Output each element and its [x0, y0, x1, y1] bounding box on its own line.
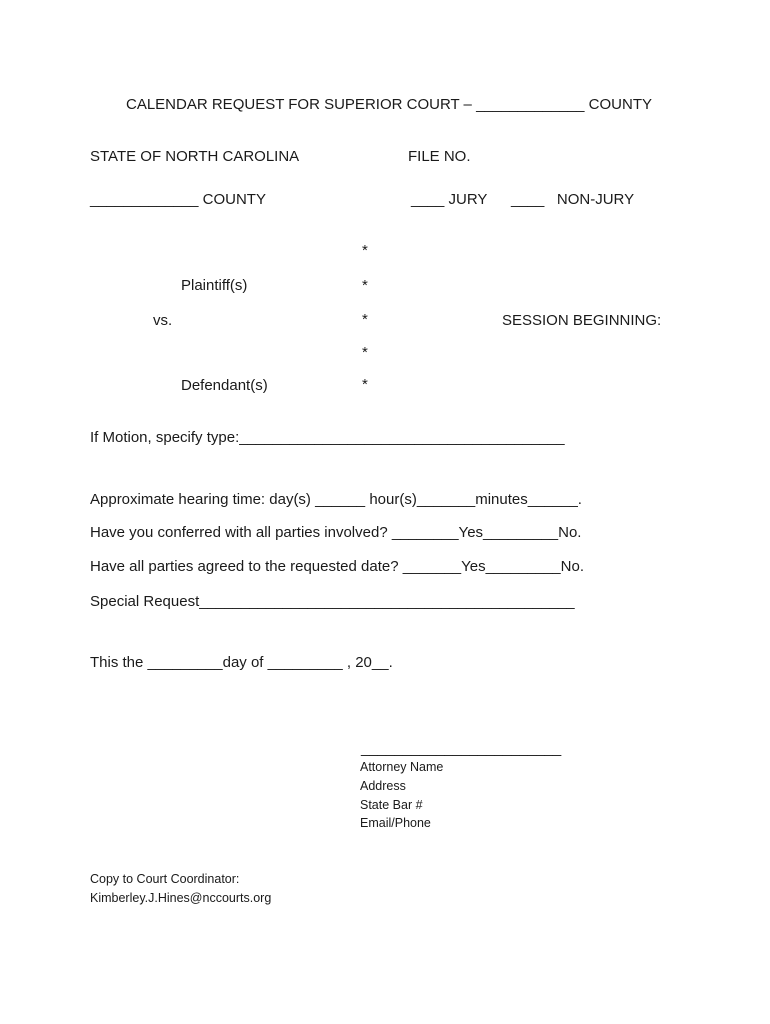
caption-star: * [362, 277, 368, 294]
non-jury-field[interactable]: ____ NON-JURY [511, 191, 635, 208]
motion-type-field[interactable]: If Motion, specify type:_______________________________________ [90, 429, 565, 446]
special-request-field[interactable]: Special Request_____________________________________________ [90, 593, 575, 610]
date-field[interactable]: This the _________day of _________ , 20__. [90, 654, 393, 671]
copy-to-label: Copy to Court Coordinator: [90, 872, 240, 886]
caption-star: * [362, 376, 368, 393]
address-label: Address [360, 779, 406, 793]
caption-star: * [362, 344, 368, 361]
caption-star: * [362, 311, 368, 328]
email-phone-label: Email/Phone [360, 816, 431, 830]
agreed-field[interactable]: Have all parties agreed to the requested date? _______Yes_________No. [90, 558, 584, 575]
signature-line[interactable]: ________________________ [361, 740, 562, 757]
state-label: STATE OF NORTH CAROLINA [90, 148, 300, 165]
defendant-label: Defendant(s) [181, 377, 268, 394]
county-field[interactable]: _____________ COUNTY [90, 191, 266, 208]
hearing-time-field[interactable]: Approximate hearing time: day(s) ______ hour(s)_______minutes______. [90, 491, 582, 508]
plaintiff-label: Plaintiff(s) [181, 277, 248, 294]
state-bar-label: State Bar # [360, 798, 423, 812]
attorney-name-label: Attorney Name [360, 760, 444, 774]
coordinator-email[interactable]: Kimberley.J.Hines@nccourts.org [90, 891, 272, 905]
caption-star: * [362, 242, 368, 259]
session-beginning-label: SESSION BEGINNING: [502, 312, 662, 329]
vs-label: vs. [153, 312, 173, 329]
conferred-field[interactable]: Have you conferred with all parties involved? ________Yes_________No. [90, 524, 582, 541]
jury-field[interactable]: ____ JURY [411, 191, 488, 208]
file-no-label: FILE NO. [408, 148, 471, 165]
form-title: CALENDAR REQUEST FOR SUPERIOR COURT – _____________ COUNTY [126, 96, 653, 113]
